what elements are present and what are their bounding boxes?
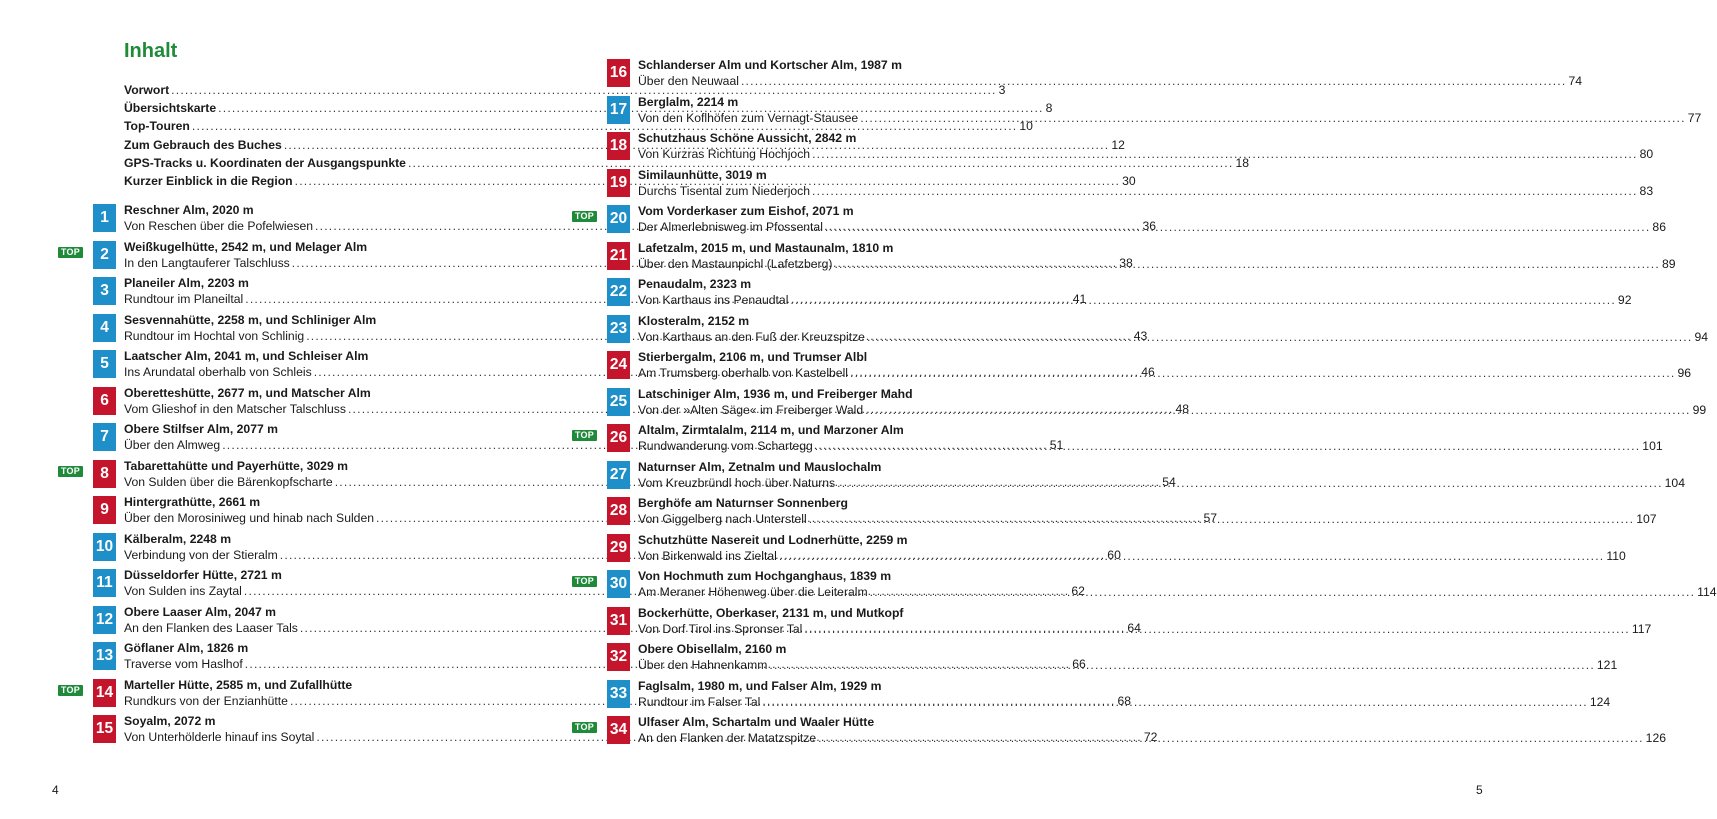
tour-page: 62: [1071, 584, 1085, 598]
tour-page: 114: [1697, 585, 1717, 599]
front-matter-label: Übersichtskarte: [124, 101, 217, 116]
front-matter-label: Vorwort: [124, 83, 170, 97]
tour-number: 10: [93, 533, 116, 561]
tour-page: 80: [1639, 147, 1654, 161]
tour-number: 33: [607, 680, 630, 708]
dot-leader: [762, 694, 1588, 710]
tour-subtitle-line: [638, 73, 1583, 89]
tour-title: Berghöfe am Naturnser Sonnenberg: [638, 496, 848, 510]
tour-title: Marteller Hütte, 2585 m, und Zufallhütte: [124, 677, 353, 692]
page-number-right: 5: [1476, 783, 1483, 797]
tour-subtitle: Von Sulden über die Bärenkopfscharte: [124, 474, 333, 489]
tour-number: 23: [607, 315, 630, 343]
tour-subtitle: Vom Glieshof in den Matscher Talschluss: [124, 401, 346, 416]
dot-leader: [790, 292, 1616, 308]
tour-number: 32: [607, 643, 630, 671]
tour-title: Schutzhaus Schöne Aussicht, 2842 m: [638, 131, 857, 145]
tour-number: 2: [93, 241, 116, 269]
tour-page: 38: [1119, 255, 1133, 270]
tour-title: Sesvennahütte, 2258 m, und Schliniger Alm: [124, 312, 377, 327]
tour-title: Göflaner Alm, 1826 m: [124, 641, 249, 655]
tour-subtitle-line: [638, 110, 1702, 126]
tour-number: 12: [93, 606, 116, 634]
tour-subtitle: Rundwanderung vom Schartegg: [638, 439, 813, 453]
tour-number: 30: [607, 570, 630, 598]
page-number-left: 4: [52, 783, 59, 797]
tour-page: 51: [1049, 438, 1064, 452]
dot-leader: [860, 110, 1686, 126]
tour-page: 66: [1072, 657, 1086, 671]
dot-leader: [850, 365, 1676, 381]
tour-page: 110: [1606, 548, 1626, 563]
tour-title: Hintergrathütte, 2661 m: [124, 495, 261, 509]
tour-number: 17: [607, 96, 630, 124]
tour-page: 104: [1664, 475, 1685, 490]
top-badge: TOP: [58, 685, 83, 696]
tour-number: 11: [93, 569, 116, 597]
tour-subtitle: Durchs Tisental zum Niederjoch: [638, 183, 811, 198]
tour-text: [638, 94, 1702, 126]
front-matter-label: Kurzer Einblick in die Region: [124, 173, 293, 188]
tour-page: 43: [1133, 328, 1148, 343]
top-badge: TOP: [572, 576, 597, 587]
dot-leader: [815, 438, 1641, 454]
tour-title: Penaudalm, 2323 m: [638, 277, 752, 291]
tour-number: 4: [93, 314, 116, 342]
tour-page: 86: [1652, 220, 1666, 234]
dot-leader: [804, 621, 1630, 637]
tour-subtitle: Rundtour im Hochtal von Schlinig: [124, 328, 305, 343]
tour-page: 101: [1642, 439, 1663, 453]
tour-subtitle: Vom Kreuzbründl hoch über Naturns: [638, 475, 836, 490]
tour-title: Kälberalm, 2248 m: [124, 531, 232, 546]
tour-title: Naturnser Alm, Zetnalm und Mauslochalm: [638, 459, 882, 474]
tour-number: 8: [93, 460, 116, 488]
tour-page: 99: [1692, 402, 1707, 417]
tour-subtitle: Von Karthaus ins Penaudtal: [638, 293, 789, 307]
dot-leader: [809, 511, 1635, 527]
tour-number: 21: [607, 242, 630, 270]
dot-leader: [870, 584, 1696, 600]
tour-title: Weißkugelhütte, 2542 m, und Melager Alm: [124, 239, 368, 254]
tour-title: Similaunhütte, 3019 m: [638, 167, 767, 182]
tour-subtitle: Über den Neuwaal: [638, 74, 739, 88]
tour-title: Obere Obisellalm, 2160 m: [638, 642, 787, 656]
tour-number: 16: [607, 59, 630, 87]
dot-leader: [779, 548, 1605, 564]
tour-title: Planeiler Alm, 2203 m: [124, 276, 249, 290]
tour-subtitle: Ins Arundatal oberhalb von Schleis: [124, 365, 312, 379]
tour-title: Klosteralm, 2152 m: [638, 313, 750, 328]
tour-page: 126: [1645, 731, 1667, 745]
tour-title: Obere Stilfser Alm, 2077 m: [124, 422, 278, 436]
tour-subtitle: Am Trumsberg oberhalb von Kastelbell: [638, 366, 849, 380]
tour-page: 68: [1117, 693, 1132, 708]
tour-title: Faglsalm, 1980 m, und Falser Alm, 1929 m: [638, 678, 882, 693]
tour-page: 117: [1631, 621, 1652, 636]
tour-page: 54: [1162, 474, 1176, 489]
tour-subtitle: Über den Morosiniweg und hinab nach Sulden: [124, 511, 375, 525]
tour-title: Lafetzalm, 2015 m, und Mastaunalm, 1810 m: [638, 240, 894, 255]
tour-subtitle: Rundtour im Planeiltal: [124, 292, 244, 306]
tour-page: 124: [1589, 694, 1611, 709]
dot-leader: [818, 730, 1644, 746]
dot-leader: [834, 256, 1660, 272]
dot-leader: [867, 329, 1693, 345]
tour-title: Stierbergalm, 2106 m, und Trumser Albl: [638, 350, 868, 364]
front-matter-row[interactable]: [124, 155, 1250, 174]
tour-subtitle: In den Langtauferer Talschluss: [124, 255, 290, 270]
tour-subtitle-line: [638, 183, 1654, 199]
tour-page: 107: [1636, 512, 1657, 526]
front-matter-row[interactable]: [124, 119, 1033, 137]
tour-subtitle: Am Meraner Höhenweg über die Leiteralm: [638, 585, 868, 599]
dot-leader: [812, 146, 1638, 162]
tour-number: 5: [93, 350, 116, 378]
tour-number: 20: [607, 205, 630, 233]
tour-title: Altalm, Zirmtalalm, 2114 m, und Marzoner Alm: [638, 423, 904, 437]
tour-subtitle: Traverse vom Haslhof: [124, 657, 243, 671]
tour-title: Obere Laaser Alm, 2047 m: [124, 604, 276, 619]
top-badge: TOP: [58, 247, 83, 258]
tour-number: 13: [93, 642, 116, 670]
front-matter-page: 12: [1111, 137, 1125, 152]
tour-page: 60: [1107, 547, 1121, 562]
tour-page: 92: [1617, 293, 1632, 307]
tour-subtitle: Über den Almweg: [124, 438, 221, 452]
tour-number: 27: [607, 461, 630, 489]
dot-leader: [741, 73, 1567, 89]
front-matter-label: Zum Gebrauch des Buches: [124, 137, 282, 152]
tour-number: 28: [607, 497, 630, 525]
tour-page: 96: [1677, 366, 1692, 380]
tour-title: Laatscher Alm, 2041 m, und Schleiser Alm: [124, 349, 369, 363]
front-matter-page: 8: [1045, 101, 1053, 116]
tour-subtitle: Von Kurzras Richtung Hochjoch: [638, 147, 811, 161]
tour-subtitle: Von Karthaus an den Fuß der Kreuzspitze: [638, 329, 865, 344]
tour-title: Von Hochmuth zum Hochganghaus, 1839 m: [638, 569, 892, 583]
top-badge: TOP: [58, 466, 83, 477]
tour-number: 1: [93, 204, 116, 232]
tour-number: 14: [93, 679, 116, 707]
tour-subtitle: Verbindung von der Stieralm: [124, 547, 278, 562]
front-matter-label: Top-Touren: [124, 119, 190, 134]
tour-title: Düsseldorfer Hütte, 2721 m: [124, 568, 282, 582]
tour-text: [638, 57, 1583, 89]
tour-subtitle: Über den Mastaunpichl (Lafetzberg): [638, 256, 833, 271]
dot-leader: [865, 402, 1691, 418]
tour-number: 15: [93, 715, 116, 743]
tour-title: Latschiniger Alm, 1936 m, und Freiberger Mahd: [638, 386, 913, 401]
tour-title: Reschner Alm, 2020 m: [124, 203, 254, 217]
tour-number: 34: [607, 716, 630, 744]
tour-subtitle: Der Almerlebnisweg im Pfossental: [638, 220, 823, 234]
front-matter-row[interactable]: [124, 83, 1006, 101]
tour-page: 57: [1203, 511, 1218, 525]
tour-subtitle: Von Giggelberg nach Unterstell: [638, 512, 807, 526]
tour-subtitle: Von Sulden ins Zaytal: [124, 584, 242, 598]
tour-subtitle: Von Unterhölderle hinauf ins Soytal: [124, 730, 315, 744]
front-matter-page: 30: [1122, 173, 1136, 188]
tour-subtitle: An den Flanken des Laaser Tals: [124, 620, 298, 635]
tour-subtitle: Von Birkenwald ins Zieltal: [638, 548, 777, 563]
tour-number: 9: [93, 496, 116, 524]
tour-title: Schutzhütte Nasereit und Lodnerhütte, 2259 m: [638, 532, 908, 547]
tour-number: 26: [607, 424, 630, 452]
tour-number: 3: [93, 277, 116, 305]
tour-page: 46: [1141, 365, 1155, 379]
tour-title: Soyalm, 2072 m: [124, 714, 216, 728]
tour-subtitle-line: [638, 146, 1654, 162]
tour-number: 31: [607, 607, 630, 635]
top-badge: TOP: [572, 211, 597, 222]
tour-title: Vom Vorderkaser zum Eishof, 2071 m: [638, 204, 854, 218]
tour-page: 41: [1072, 292, 1087, 306]
dot-leader: [812, 183, 1638, 199]
page-title: Inhalt: [124, 40, 178, 62]
tour-number: 6: [93, 387, 116, 415]
tour-page: 74: [1568, 74, 1583, 88]
tour-number: 7: [93, 423, 116, 451]
tour-title: Tabarettahütte und Payerhütte, 3029 m: [124, 458, 348, 473]
tour-page: 48: [1175, 401, 1190, 416]
tour-page: 36: [1142, 219, 1157, 233]
tour-number: 18: [607, 132, 630, 160]
dot-leader: [769, 657, 1595, 673]
tour-entry[interactable]: [572, 167, 1654, 204]
tour-number: 25: [607, 388, 630, 416]
tour-subtitle: Über den Hahnenkamm: [638, 658, 768, 672]
tour-page: 77: [1687, 110, 1702, 125]
tour-page: 64: [1127, 620, 1141, 635]
tour-title: Ulfaser Alm, Schartalm und Waaler Hütte: [638, 715, 875, 729]
tour-subtitle: An den Flanken der Matatzspitze: [638, 731, 817, 745]
tour-title: Schlanderser Alm und Kortscher Alm, 1987 m: [638, 58, 902, 72]
tour-page: 121: [1596, 658, 1618, 672]
front-matter-page: 3: [998, 83, 1006, 97]
tour-subtitle: Rundkurs von der Enzianhütte: [124, 693, 288, 708]
tour-title: Oberetteshütte, 2677 m, und Matscher Alm: [124, 385, 371, 400]
tour-page: 83: [1639, 183, 1654, 198]
tour-page: 72: [1143, 730, 1158, 744]
tour-number: 29: [607, 534, 630, 562]
tour-title: Berglalm, 2214 m: [638, 94, 739, 109]
tour-subtitle: Von Reschen über die Pofelwiesen: [124, 219, 314, 233]
tour-subtitle: Von der »Alten Säge« im Freiberger Wald: [638, 402, 864, 417]
tour-number: 24: [607, 351, 630, 379]
tour-subtitle: Rundtour im Falser Tal: [638, 694, 761, 709]
tour-entry[interactable]: [572, 57, 1583, 94]
tour-subtitle: Von den Koflhöfen zum Vernagt-Stausee: [638, 110, 859, 125]
tour-page: 94: [1694, 329, 1709, 344]
dot-leader: [837, 475, 1663, 491]
front-matter-label: GPS-Tracks u. Koordinaten der Ausgangspunkte: [124, 155, 406, 170]
front-matter-page: 18: [1235, 155, 1250, 170]
tour-number: 19: [607, 169, 630, 197]
tour-page: 89: [1661, 256, 1676, 271]
tour-text: [638, 167, 1654, 199]
top-badge: TOP: [572, 430, 597, 441]
dot-leader: [825, 219, 1651, 235]
tour-subtitle: Von Dorf Tirol ins Spronser Tal: [638, 621, 803, 636]
tour-title: Bockerhütte, Oberkaser, 2131 m, und Mutkopf: [638, 605, 904, 620]
front-matter-page: 10: [1019, 119, 1033, 134]
top-badge: TOP: [572, 722, 597, 733]
tour-number: 22: [607, 278, 630, 306]
